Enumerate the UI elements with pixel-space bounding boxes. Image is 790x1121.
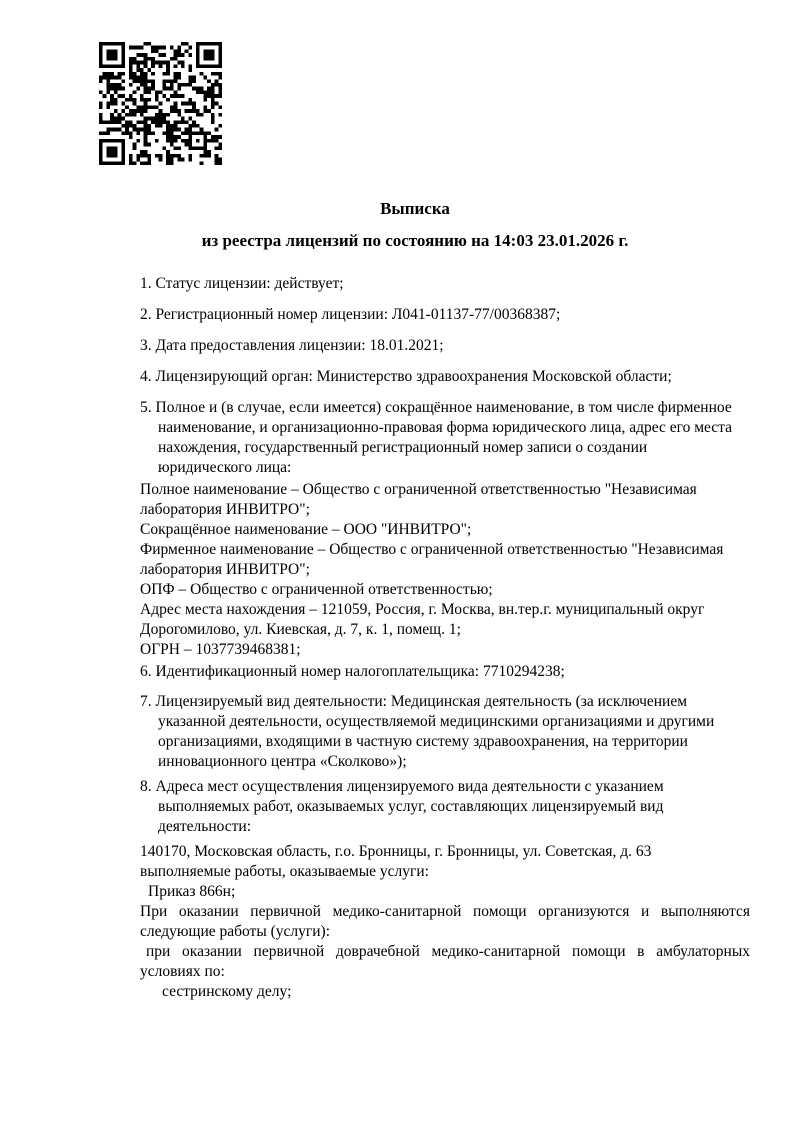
activity-address-line: 140170, Московская область, г.о. Бронницы, г. Бронницы, ул. Советская, д. 63 [140, 843, 652, 860]
text-line: указанной деятельности, осуществляемой медицинскими организациями и другими [158, 713, 715, 730]
full-name-line: Полное наименование – Общество с ограниченной ответственностью "Независимая [140, 481, 697, 498]
text-line: 7. Лицензируемый вид деятельности: Медицинская деятельность (за исключением [140, 693, 688, 710]
license-reg-number-line: 2. Регистрационный номер лицензии: Л041-01137-77/00368387; [140, 306, 561, 323]
license-status-line: 1. Статус лицензии: действует; [140, 275, 344, 292]
primary-care-works-line: При оказании первичной медико-санитарной помощи организуются и выполняются [140, 903, 750, 920]
full-name-line: лаборатория ИНВИТРО"; [140, 501, 310, 518]
primary-care-works-line: следующие работы (услуги): [140, 923, 331, 940]
text-line: юридического лица: [158, 459, 292, 476]
inn-line: 6. Идентификационный номер налогоплательщика: 7710294238; [140, 663, 565, 680]
activity-address-paragraph [140, 842, 750, 882]
prehospital-care-line: при оказании первичной доврачебной медико-санитарной помощи в амбулаторных [146, 943, 750, 960]
document-title: Выписка [380, 199, 450, 218]
organization-details-paragraph [140, 480, 750, 660]
text-line: деятельности: [158, 818, 252, 835]
legal-address-line: Дорогомилово, ул. Киевская, д. 7, к. 1, помещ. 1; [140, 621, 461, 638]
works-services-intro-line: выполняемые работы, оказываемые услуги: [140, 863, 429, 880]
activity-addresses-intro-paragraph [140, 777, 750, 837]
ogrn-line: ОГРН – 1037739468381; [140, 641, 301, 658]
prehospital-care-line: условиях по: [140, 963, 225, 980]
order-866n-line: Приказ 866н; [148, 883, 236, 900]
nursing-care-line: сестринскому делу; [162, 983, 292, 1000]
naming-intro-paragraph [140, 398, 750, 478]
text-line: выполняемых работ, оказываемых услуг, составляющих лицензируемый вид [158, 798, 664, 815]
brand-name-line: лаборатория ИНВИТРО"; [140, 561, 310, 578]
legal-form-line: ОПФ – Общество с ограниченной ответственностью; [140, 581, 493, 598]
text-line: наименование, и организационно-правовая форма юридического лица, адрес его места [158, 419, 733, 436]
licensed-activity-paragraph [140, 692, 750, 772]
licensing-authority-line: 4. Лицензирующий орган: Министерство здравоохранения Московской области; [140, 368, 672, 385]
qr-code-icon [99, 42, 222, 165]
text-line: нахождения, государственный регистрационный номер записи о создании [158, 439, 648, 456]
text-line: инновационного центра «Сколково»); [158, 753, 407, 770]
text-line: организациями, входящими в частную систему здравоохранения, на территории [158, 733, 688, 750]
works-list-paragraph [140, 882, 750, 1002]
text-line: 8. Адреса мест осуществления лицензируемого вида деятельности с указанием [140, 778, 664, 795]
short-name-line: Сокращённое наименование – ООО "ИНВИТРО"; [140, 521, 472, 538]
license-grant-date-line: 3. Дата предоставления лицензии: 18.01.2021; [140, 337, 444, 354]
text-line: 5. Полное и (в случае, если имеется) сокращённое наименование, в том числе фирменное [140, 399, 732, 416]
document-subtitle: из реестра лицензий по состоянию на 14:03 23.01.2026 г. [201, 231, 629, 250]
legal-address-line: Адрес места нахождения – 121059, Россия, г. Москва, вн.тер.г. муниципальный округ [140, 601, 705, 618]
document-body [140, 274, 750, 1002]
brand-name-line: Фирменное наименование – Общество с ограниченной ответственностью "Независимая [140, 541, 724, 558]
